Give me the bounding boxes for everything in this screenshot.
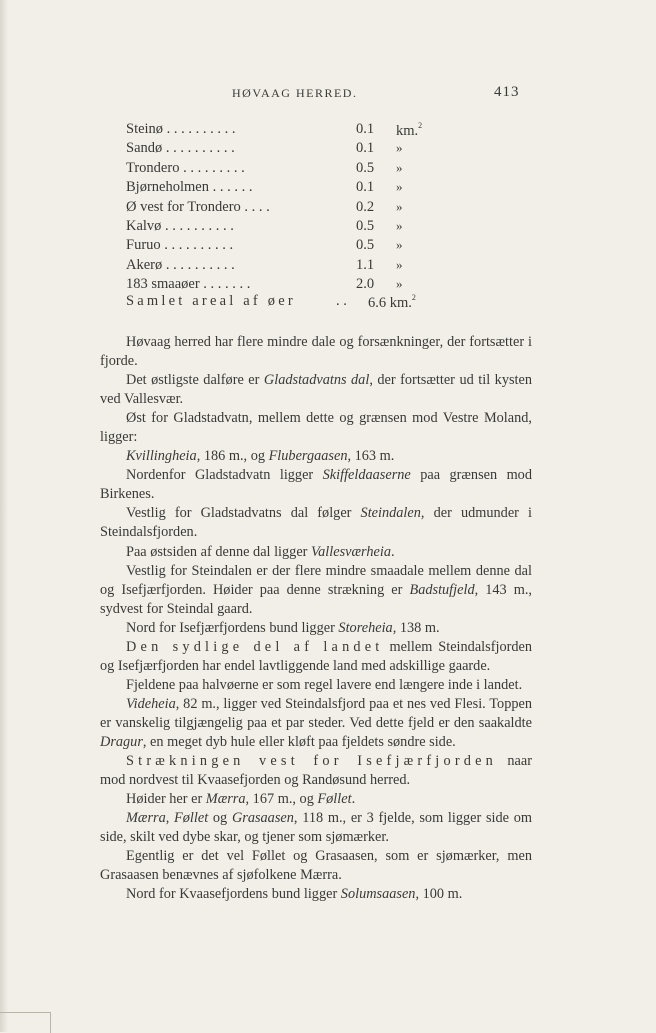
island-row xyxy=(126,257,506,276)
island-name: Steinø . . . . . . . . . . xyxy=(126,121,236,137)
island-name: Bjørneholmen . . . . . . xyxy=(126,179,253,196)
place-name: Steindalen xyxy=(360,505,421,522)
paragraph: Høvaag herred har flere mindre dale og forsænkninger, der fortsætter i fjorde. xyxy=(100,334,532,370)
place-name: Storeheia xyxy=(338,619,393,636)
island-area: 0.2 xyxy=(356,198,375,215)
total-area-row xyxy=(126,293,506,313)
total-label: Samlet areal af øer xyxy=(126,293,296,309)
paragraph: Paa østsiden af denne dal ligger Vallesværheia. xyxy=(126,543,395,560)
spaced-heading: Den sydlige del af landet xyxy=(126,638,384,655)
paragraph: Strækningen vest for Isefjærfjorden naar mod nordvest til Kvaasefjorden og Randøsund herred. xyxy=(100,753,532,789)
island-name: Furuo . . . . . . . . . . xyxy=(126,237,234,254)
island-unit: » xyxy=(396,140,403,156)
island-unit: » xyxy=(396,276,403,292)
paragraph: Nord for Isefjærfjordens bund ligger Storeheia, 138 m. xyxy=(126,619,440,636)
island-row xyxy=(126,179,506,198)
paragraph: Fjeldene paa halvøerne er som regel lavere end længere inde i landet. xyxy=(126,676,523,693)
place-name: Videheia xyxy=(126,695,176,712)
paragraph: Egentlig er det vel Føllet og Grasaasen, som er sjømærker, men Grasaasen benævnes af sjøfolkene Mærra. xyxy=(100,848,532,884)
spaced-heading: Strækningen vest for Isefjærfjorden xyxy=(126,753,498,770)
paragraph: Det østligste dalføre er Gladstadvatns dal, der fortsætter ud til kysten ved Vallesvær. xyxy=(100,372,533,408)
body-text xyxy=(100,333,532,904)
paragraph: Vestlig for Steindalen er der flere mindre smaadale mellem denne dal og Isefjærfjorden. Høider paa denne strækning er Badstufjeld, 143 m., sydvest for Steindal gaard. xyxy=(100,562,533,617)
place-name: Skiffeldaaserne xyxy=(322,467,411,484)
paragraph: Mærra, Føllet og Grasaasen, 118 m., er 3 fjelde, som ligger side om side, skilt ved dybe skar, og tjener som sjømærker. xyxy=(100,810,532,846)
island-unit: » xyxy=(396,237,403,253)
island-name: Akerø . . . . . . . . . . xyxy=(126,256,235,273)
total-area: 6.6 km.$^2$ xyxy=(368,293,416,311)
island-name: Sandø . . . . . . . . . . xyxy=(126,140,235,157)
island-area: 0.5 xyxy=(356,159,375,176)
paragraph: Vestlig for Gladstadvatns dal følger Steindalen, der udmunder i Steindalsfjorden. xyxy=(100,505,533,541)
place-name: Føllet xyxy=(174,810,209,827)
place-name: Badstufjeld xyxy=(409,581,475,598)
island-area: 0.5 xyxy=(356,217,375,234)
island-row xyxy=(126,218,506,237)
island-name: 183 smaaøer . . . . . . . xyxy=(126,276,251,293)
paragraph: Høider her er Mærra, 167 m., og Føllet. xyxy=(126,791,356,808)
island-row xyxy=(126,237,506,256)
paragraph: Nordenfor Gladstadvatn ligger Skiffeldaaserne paa grænsen mod Birkenes. xyxy=(100,467,532,503)
place-name: Flubergaasen xyxy=(268,448,348,465)
island-area: 0.1 xyxy=(356,140,375,157)
island-unit: » xyxy=(396,256,403,272)
island-name: Kalvø . . . . . . . . . . xyxy=(126,217,234,234)
island-row xyxy=(126,121,506,140)
island-area: 0.1 xyxy=(356,121,375,137)
paragraph: Kvillingheia, 186 m., og Flubergaasen, 163 m. xyxy=(126,448,395,465)
paragraph: Øst for Gladstadvatn, mellem dette og grænsen mod Vestre Moland, ligger: xyxy=(100,410,532,446)
island-row xyxy=(126,199,506,218)
place-name: Grasaasen xyxy=(231,810,294,827)
island-unit: km.$^2$ xyxy=(396,121,423,139)
island-area: 0.1 xyxy=(356,179,375,196)
island-unit: » xyxy=(396,217,403,233)
island-name: Trondero . . . . . . . . . xyxy=(126,159,245,176)
place-name: Mærra xyxy=(205,791,246,808)
page-header xyxy=(0,84,656,104)
island-row xyxy=(126,160,506,179)
place-name: Dragur xyxy=(100,733,143,750)
island-unit: » xyxy=(396,159,403,175)
page-number: 413 xyxy=(494,84,520,100)
place-name: Vallesværheia xyxy=(311,543,391,560)
page-edge-shadow xyxy=(0,0,8,1032)
island-name: Ø vest for Trondero . . . . xyxy=(126,198,270,215)
place-name: Kvillingheia xyxy=(126,448,197,465)
island-unit: » xyxy=(396,179,403,195)
place-name: Gladstadvatns dal xyxy=(263,372,370,389)
paragraph: Den sydlige del af landet mellem Steindalsfjorden og Isefjærfjorden har endel lavtliggende land med adskillige gaarde. xyxy=(100,638,532,674)
place-name: Føllet xyxy=(317,791,352,808)
island-area: 2.0 xyxy=(356,276,375,293)
island-area: 0.5 xyxy=(356,237,375,254)
total-leader-dots: . . xyxy=(336,293,347,309)
island-row xyxy=(126,140,506,159)
paragraph: Videheia, 82 m., ligger ved Steindalsfjord paa et nes ved Flesi. Toppen er vanskelig tilgjængelig paa et par steder. Ved dette fjeld er den saakaldte Dragur, en meget dyb hule eller kløft paa fjeldets søndre side. xyxy=(100,695,532,750)
place-name: Mærra xyxy=(126,810,166,827)
island-unit: » xyxy=(396,198,403,214)
paragraph: Nord for Kvaasefjordens bund ligger Solumsaasen, 100 m. xyxy=(126,886,463,903)
page-corner-frame xyxy=(0,1012,51,1033)
place-name: Solumsaasen xyxy=(340,886,416,903)
island-area-table xyxy=(126,121,506,296)
island-area: 1.1 xyxy=(356,256,375,273)
running-title: HØVAAG HERRED. xyxy=(232,86,358,100)
